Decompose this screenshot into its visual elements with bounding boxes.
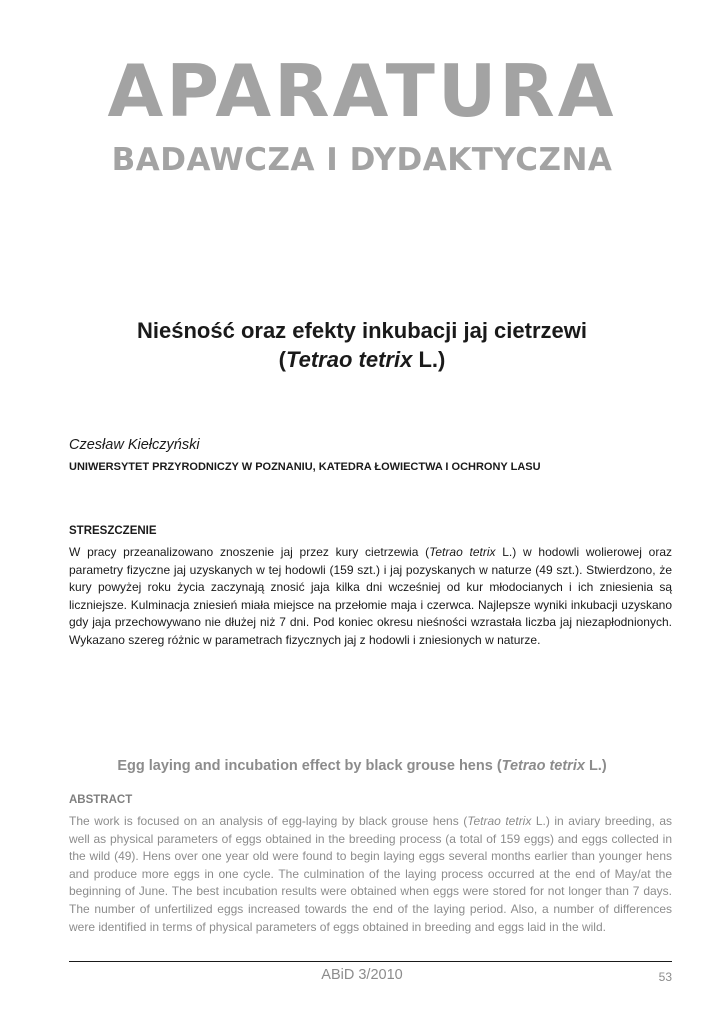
article-title-open-paren: ( [278, 347, 286, 372]
english-title-part1: Egg laying and incubation effect by black grouse hens ( [117, 758, 502, 774]
abstract-species: Tetrao tetrix [467, 814, 532, 828]
english-title-species: Tetrao tetrix [501, 758, 585, 774]
article-title-species: Tetrao tetrix [286, 347, 413, 372]
abstract-text-part2: L.) in aviary breeding, as well as physical parameters of eggs obtained in the breeding process (a total of 159 eggs) and eggs collected in the wild (49). Hens over one year old were found to begin laying eggs several months earlier than younger hens and produce more eggs in one cycle. The culmination of the laying process occurred at the end of May/at the beginning of June. The best incubation results were obtained when eggs were stored for not longer than 7 days. The number of unfertilized eggs increased towards the end of the laying period. Also, a number of differences were identified in terms of physical parameters of eggs obtained in breeding and eggs laid in the wild. [69, 814, 673, 934]
footer-rule [69, 961, 672, 962]
author-name: Czesław Kiełczyński [69, 437, 200, 453]
abstract-text-part1: The work is focused on an analysis of egg-laying by black grouse hens ( [69, 814, 468, 828]
page-number: 53 [658, 970, 672, 984]
footer-issue: ABiD 3/2010 [321, 967, 403, 983]
article-title-close: L.) [412, 347, 446, 372]
article-title [60, 316, 664, 374]
english-title-part2: L.) [584, 758, 607, 774]
journal-title: APARATURA [107, 49, 617, 133]
journal-subtitle: BADAWCZA I DYDAKTYCZNA [111, 142, 613, 178]
author-affiliation: UNIWERSYTET PRZYRODNICZY W POZNANIU, KATEDRA ŁOWIECTWA I OCHRONY LASU [69, 461, 541, 473]
abstract-heading: ABSTRACT [69, 794, 133, 806]
summary-species: Tetrao tetrix [429, 545, 496, 559]
article-title-line1: Nieśność oraz efekty inkubacji jaj cietrzewi [137, 318, 587, 343]
summary-heading: STRESZCZENIE [69, 525, 157, 537]
summary-text-part2: L.) w hodowli wolierowej oraz parametry fizyczne jaj uzyskanych w tej hodowli (159 szt.) i jaj pozyskanych w naturze (49 szt.). Stwierdzono, że kury powyżej roku życia zaczynają znosić jaja kilka dni wcześniej od kur młodocianych i ich zniesienia są liczniejsze. Kulminacja zniesień miała miejsce na przełomie maja i czerwca. Najlepsze wyniki inkubacji uzyskano gdy jaja przechowywano nie dłużej niż 7 dni. Pod koniec okresu nieśności wzrastała liczba jaj niezapłodnionych. Wykazano szereg różnic w parametrach fizycznych jaj z hodowli i zniesionych w naturze. [69, 545, 672, 647]
summary-text-part1: W pracy przeanalizowano znoszenie jaj przez kury cietrzewia ( [69, 545, 430, 559]
abstract-text [69, 813, 672, 936]
summary-text [69, 544, 672, 650]
english-title [60, 758, 664, 774]
